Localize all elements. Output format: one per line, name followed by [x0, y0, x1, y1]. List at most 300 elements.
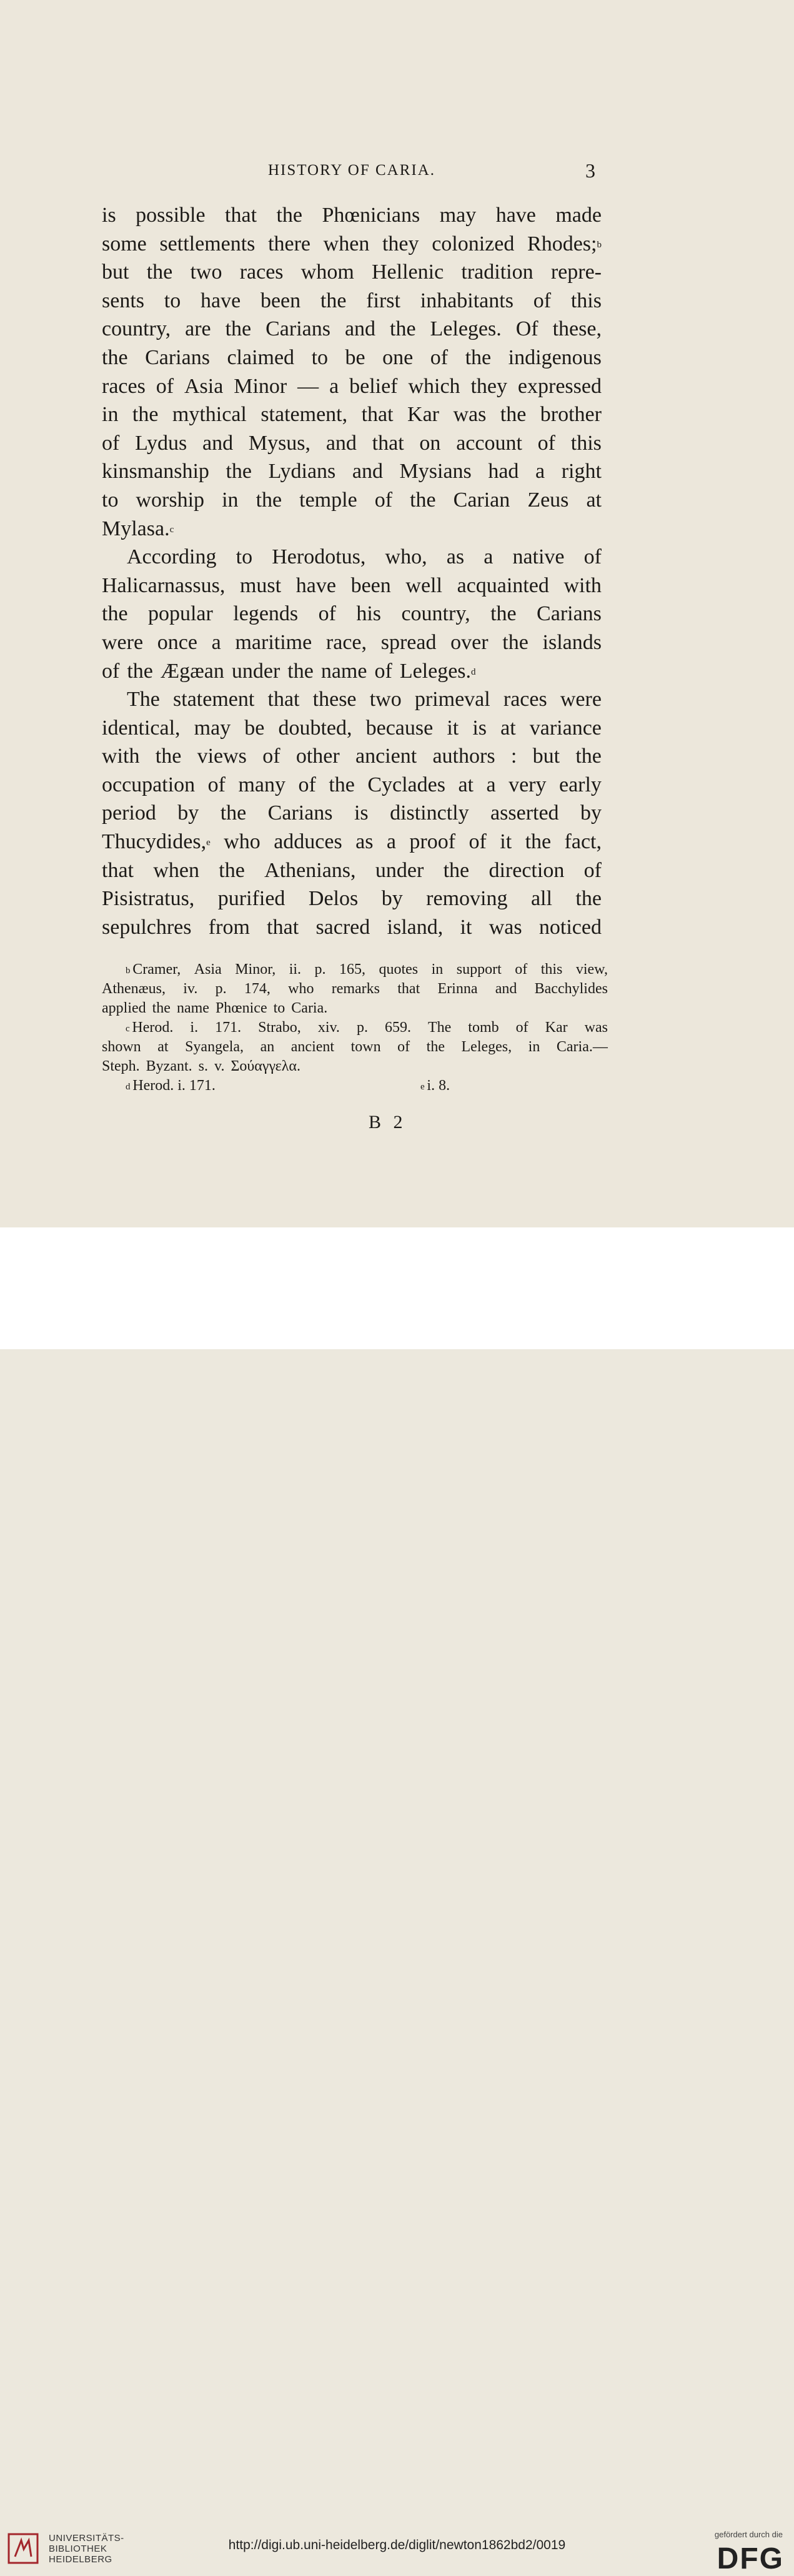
- word: inhabitants: [420, 289, 514, 312]
- text-line: [102, 657, 602, 686]
- word: may: [439, 204, 477, 227]
- footnote-line: [102, 1057, 620, 1076]
- word: islands: [542, 630, 602, 654]
- page-number: 3: [585, 159, 595, 182]
- word: of: [374, 659, 392, 683]
- word: of: [318, 602, 336, 626]
- word: support: [456, 961, 502, 978]
- word: Of: [515, 317, 538, 341]
- word: to: [236, 545, 253, 569]
- word: first: [366, 289, 400, 312]
- word: sepulchres: [102, 915, 192, 939]
- word: doubted,: [278, 716, 352, 740]
- word: this: [570, 431, 602, 455]
- word: the: [500, 403, 527, 427]
- word: v.: [214, 1058, 225, 1074]
- footnote-e: $^e$ i. 8.: [420, 1077, 450, 1094]
- word: iv.: [183, 981, 198, 997]
- word: $^b$ Cramer,: [126, 961, 181, 978]
- word: Asia: [184, 374, 224, 398]
- word: at: [157, 1039, 169, 1055]
- word: it: [500, 830, 512, 854]
- text-line: [102, 714, 602, 743]
- word: as: [446, 545, 465, 569]
- word: Erinna: [437, 981, 478, 997]
- word: that: [267, 688, 300, 711]
- word: ii.: [289, 961, 302, 978]
- word: race,: [325, 630, 367, 654]
- word: the: [155, 745, 182, 768]
- library-line: UNIVERSITÄTS-: [49, 2533, 124, 2544]
- word: with: [102, 745, 140, 768]
- word: name: [176, 1000, 209, 1016]
- word: island,: [387, 915, 444, 939]
- word: who,: [385, 545, 427, 569]
- word: were: [102, 630, 144, 654]
- word: Minor,: [235, 961, 276, 978]
- word: claimed: [227, 345, 295, 369]
- word: variance: [529, 716, 602, 740]
- word: have: [200, 289, 241, 312]
- footnote-ref: b: [597, 239, 602, 250]
- text-line: [102, 628, 602, 657]
- word: xiv.: [317, 1019, 340, 1036]
- word: sacred: [315, 915, 370, 939]
- word: p.: [215, 981, 227, 997]
- word: of: [397, 1039, 410, 1055]
- word: of: [583, 545, 602, 569]
- word: been: [260, 289, 301, 312]
- word: under: [375, 858, 424, 882]
- word: the: [502, 630, 529, 654]
- word: Carians: [265, 317, 330, 341]
- word: primeval: [414, 688, 490, 711]
- word: whom: [300, 260, 354, 284]
- word: the: [426, 1039, 445, 1055]
- word: repre-: [550, 260, 602, 284]
- footnote-mark: e: [420, 1082, 427, 1092]
- signature-mark: B 2: [369, 1112, 407, 1132]
- word: Cyclades: [367, 773, 445, 796]
- word: when: [323, 232, 370, 255]
- word: legends: [233, 602, 299, 626]
- word: and: [325, 431, 357, 455]
- word: name: [320, 659, 367, 683]
- footnote-line: [102, 999, 620, 1018]
- word: it: [447, 716, 459, 740]
- word: many: [238, 773, 286, 796]
- word: 174,: [244, 981, 270, 997]
- word: of: [469, 830, 487, 854]
- word: the: [102, 345, 128, 369]
- word: acquainted: [457, 573, 549, 597]
- source-url-link[interactable]: http://digi.ub.uni-heidelberg.de/diglit/newton1862bd2/0019: [228, 2538, 566, 2552]
- funding-caption: gefördert durch die: [714, 2530, 783, 2539]
- word: noticed: [538, 915, 602, 939]
- word: colonized: [432, 232, 515, 255]
- footnote-line: [102, 1018, 620, 1038]
- word: quotes: [379, 961, 419, 978]
- word: of: [156, 374, 174, 398]
- text-line: [102, 771, 602, 800]
- word: tomb: [468, 1019, 499, 1036]
- word: at: [586, 488, 602, 512]
- word: to: [273, 1000, 285, 1016]
- word: over: [450, 630, 489, 654]
- text-line: [102, 572, 602, 600]
- word: Steph.: [102, 1058, 140, 1074]
- word: this: [570, 289, 602, 312]
- word: by: [177, 801, 199, 825]
- word: of: [430, 345, 449, 369]
- word: were: [560, 688, 602, 711]
- word: Syangela,: [185, 1039, 244, 1055]
- word: must: [239, 573, 282, 597]
- word: $^c$ Herod.: [126, 1019, 174, 1036]
- word: races: [239, 260, 284, 284]
- word: this: [540, 961, 563, 978]
- word: the: [320, 289, 347, 312]
- library-line: HEIDELBERG: [49, 2554, 112, 2565]
- word: authors: [432, 745, 495, 768]
- word: is: [354, 801, 369, 825]
- text-line: [102, 372, 602, 401]
- text-line: [102, 600, 602, 628]
- word: Carians: [267, 801, 333, 825]
- word: that: [397, 981, 420, 997]
- word: a: [211, 630, 221, 654]
- footnote-mark: d: [126, 1082, 133, 1092]
- word: have: [295, 573, 336, 597]
- word: on: [419, 431, 441, 455]
- word: temple: [299, 488, 357, 512]
- word: view,: [575, 961, 608, 978]
- word: made: [555, 204, 602, 227]
- word: of: [374, 488, 393, 512]
- word: Lydians: [268, 460, 336, 483]
- word: Pisistratus,: [102, 887, 195, 911]
- word: Carians: [145, 345, 210, 369]
- footnote-ref: e: [206, 838, 211, 848]
- text-line: [102, 913, 602, 942]
- word: the: [220, 801, 247, 825]
- word: of: [298, 773, 316, 796]
- word: be: [244, 716, 265, 740]
- word: popular: [147, 602, 213, 626]
- word: a: [484, 545, 494, 569]
- word: in: [431, 961, 444, 978]
- book-page: [0, 0, 794, 1227]
- word: Ægæan: [160, 659, 224, 683]
- word: in: [222, 488, 239, 512]
- word: According: [127, 545, 217, 569]
- word: 165,: [339, 961, 365, 978]
- text-line: [102, 742, 602, 771]
- word: settlements: [159, 232, 256, 255]
- word: that: [372, 431, 404, 455]
- word: Byzant.: [146, 1058, 192, 1074]
- word: Strabo,: [258, 1019, 301, 1036]
- word: once: [157, 630, 197, 654]
- word: country,: [102, 317, 171, 341]
- word: Kar: [407, 403, 439, 427]
- word: Rhodes;$^b$: [527, 232, 602, 255]
- word: the: [132, 403, 159, 427]
- word: they: [470, 374, 507, 398]
- word: the: [329, 773, 355, 796]
- body-text: [102, 201, 602, 941]
- word: purified: [217, 887, 285, 911]
- footnote-d: $^d$ Herod. i. 171.: [126, 1077, 216, 1094]
- word: an: [260, 1039, 275, 1055]
- word: that: [361, 403, 394, 427]
- word: Mysians: [399, 460, 472, 483]
- footnote-mark: c: [126, 1024, 132, 1034]
- word: because: [365, 716, 434, 740]
- word: the: [443, 858, 470, 882]
- word: the: [102, 602, 128, 626]
- word: a: [486, 773, 496, 796]
- word: the: [390, 317, 416, 341]
- word: ancient: [355, 745, 417, 768]
- text-line: [102, 799, 602, 828]
- word: it: [460, 915, 472, 939]
- text-line: [102, 400, 602, 429]
- word: the: [152, 1000, 171, 1016]
- text-line: [102, 685, 602, 714]
- word: native: [512, 545, 565, 569]
- word: the: [276, 204, 303, 227]
- word: Leleges.: [430, 317, 502, 341]
- word: kinsmanship: [102, 460, 209, 483]
- word: some: [102, 232, 147, 255]
- word: and: [344, 317, 376, 341]
- word: belief: [349, 374, 398, 398]
- word: these: [312, 688, 357, 711]
- text-line: [102, 884, 602, 913]
- word: Phœnicians: [322, 204, 420, 227]
- word: ancient: [290, 1039, 335, 1055]
- word: when: [153, 858, 199, 882]
- word: statement: [173, 688, 255, 711]
- word: tradition: [461, 260, 533, 284]
- word: the: [410, 488, 436, 512]
- word: been: [350, 573, 391, 597]
- word: Kar: [545, 1019, 568, 1036]
- word: Carian: [453, 488, 510, 512]
- word: two: [369, 688, 402, 711]
- word: to: [311, 345, 329, 369]
- word: they: [382, 232, 419, 255]
- word: Minor: [234, 374, 287, 398]
- word: was: [584, 1019, 608, 1036]
- footnote-ref: c: [169, 524, 174, 535]
- page-header: [102, 159, 602, 184]
- word: Herodotus,: [272, 545, 366, 569]
- word: Bacchylides: [534, 981, 608, 997]
- word: was: [489, 915, 522, 939]
- word: and: [202, 431, 234, 455]
- word: Hellenic: [372, 260, 444, 284]
- text-line: [102, 429, 602, 458]
- word: of: [533, 289, 552, 312]
- word: a: [386, 830, 396, 854]
- word: The: [427, 1019, 452, 1036]
- word: Athenians,: [264, 858, 356, 882]
- word: distinctly: [390, 801, 469, 825]
- word: 659.: [384, 1019, 411, 1036]
- word: the: [226, 460, 252, 483]
- text-line: [102, 856, 602, 885]
- word: i.: [190, 1019, 199, 1036]
- word: town: [350, 1039, 381, 1055]
- word: of: [102, 659, 120, 683]
- word: from: [208, 915, 250, 939]
- word: be: [345, 345, 365, 369]
- text-line: [102, 543, 602, 572]
- word: these,: [552, 317, 602, 341]
- word: Mysus,: [248, 431, 311, 455]
- word: but: [532, 745, 560, 768]
- word: fact,: [564, 830, 602, 854]
- word: the: [127, 659, 153, 683]
- running-title: HISTORY OF CARIA.: [267, 162, 436, 179]
- word: the: [525, 830, 552, 854]
- word: the: [219, 858, 245, 882]
- word: Leleges.$^d$: [399, 659, 476, 683]
- word: s.: [198, 1058, 208, 1074]
- word: Mylasa.$^c$: [102, 517, 174, 540]
- word: is: [472, 716, 487, 740]
- word: direction: [489, 858, 565, 882]
- footnote-mark: b: [126, 966, 133, 976]
- word: that: [267, 915, 299, 939]
- word: p.: [356, 1019, 368, 1036]
- word: other: [295, 745, 340, 768]
- word: the: [575, 887, 602, 911]
- word: mythical: [172, 403, 247, 427]
- word: Σούαγγελα.: [231, 1058, 300, 1074]
- word: races: [503, 688, 547, 711]
- footnotes: [102, 960, 620, 1096]
- word: who: [224, 830, 261, 854]
- word: —: [297, 374, 319, 398]
- word: maritime: [235, 630, 312, 654]
- word: one: [382, 345, 414, 369]
- word: his: [356, 602, 382, 626]
- word: Thucydides,$^e$: [102, 830, 211, 854]
- word: but: [102, 260, 129, 284]
- word: in: [528, 1039, 540, 1055]
- word: :: [510, 745, 517, 768]
- library-line: BIBLIOTHEK: [49, 2544, 107, 2554]
- text-line: [102, 287, 602, 315]
- word: had: [488, 460, 519, 483]
- word: shown: [102, 1039, 141, 1055]
- word: p.: [314, 961, 326, 978]
- word: by: [381, 887, 403, 911]
- word: all: [530, 887, 552, 911]
- word: period: [102, 801, 156, 825]
- text-line: [102, 201, 602, 230]
- word: Lydus: [135, 431, 187, 455]
- word: account: [456, 431, 522, 455]
- word: indigenous: [508, 345, 602, 369]
- word: with: [563, 573, 602, 597]
- word: at: [458, 773, 474, 796]
- word: worship: [136, 488, 205, 512]
- text-line: [102, 230, 602, 259]
- word: Caria.—: [556, 1039, 608, 1055]
- word: races: [102, 374, 146, 398]
- word: have: [495, 204, 536, 227]
- footnote-line: [102, 979, 620, 999]
- text-line: [102, 315, 602, 344]
- word: well: [405, 573, 442, 597]
- text-line: [102, 515, 602, 543]
- digitization-footer: [0, 1227, 794, 2575]
- word: the: [146, 260, 173, 284]
- word: identical,: [102, 716, 181, 740]
- word: very: [509, 773, 547, 796]
- word: Athenæus,: [102, 981, 166, 997]
- word: to: [102, 488, 119, 512]
- text-line: [102, 486, 602, 515]
- word: of: [583, 858, 602, 882]
- word: possible: [136, 204, 206, 227]
- word: Carians: [537, 602, 602, 626]
- word: remarks: [331, 981, 380, 997]
- word: was: [453, 403, 487, 427]
- word: the: [465, 345, 492, 369]
- word: of: [262, 745, 280, 768]
- word: a: [329, 374, 339, 398]
- dfg-logo: DFG: [717, 2542, 784, 2575]
- word: that: [225, 204, 257, 227]
- word: and: [352, 460, 383, 483]
- word: applied: [102, 1000, 146, 1016]
- word: to: [164, 289, 181, 312]
- word: proof: [409, 830, 456, 854]
- word: views: [197, 745, 247, 768]
- text-line: [102, 258, 602, 287]
- word: and: [495, 981, 517, 997]
- word: Zeus: [527, 488, 569, 512]
- word: Halicarnassus,: [102, 573, 226, 597]
- word: by: [580, 801, 602, 825]
- text-line: [102, 457, 602, 486]
- word: Caria.: [291, 1000, 328, 1016]
- word: that: [102, 858, 134, 882]
- word: expressed: [517, 374, 602, 398]
- word: as: [355, 830, 374, 854]
- word: of: [515, 961, 528, 978]
- text-line: [102, 344, 602, 372]
- word: of: [207, 773, 226, 796]
- word: two: [190, 260, 222, 284]
- word: The: [127, 688, 160, 711]
- word: the: [225, 317, 252, 341]
- word: are: [185, 317, 211, 341]
- word: Delos: [308, 887, 359, 911]
- word: is: [102, 204, 116, 227]
- word: statement,: [261, 403, 348, 427]
- word: the: [287, 659, 314, 683]
- footnote-line: [102, 1038, 620, 1057]
- word: of: [102, 431, 120, 455]
- word: in: [102, 403, 119, 427]
- word: country,: [401, 602, 470, 626]
